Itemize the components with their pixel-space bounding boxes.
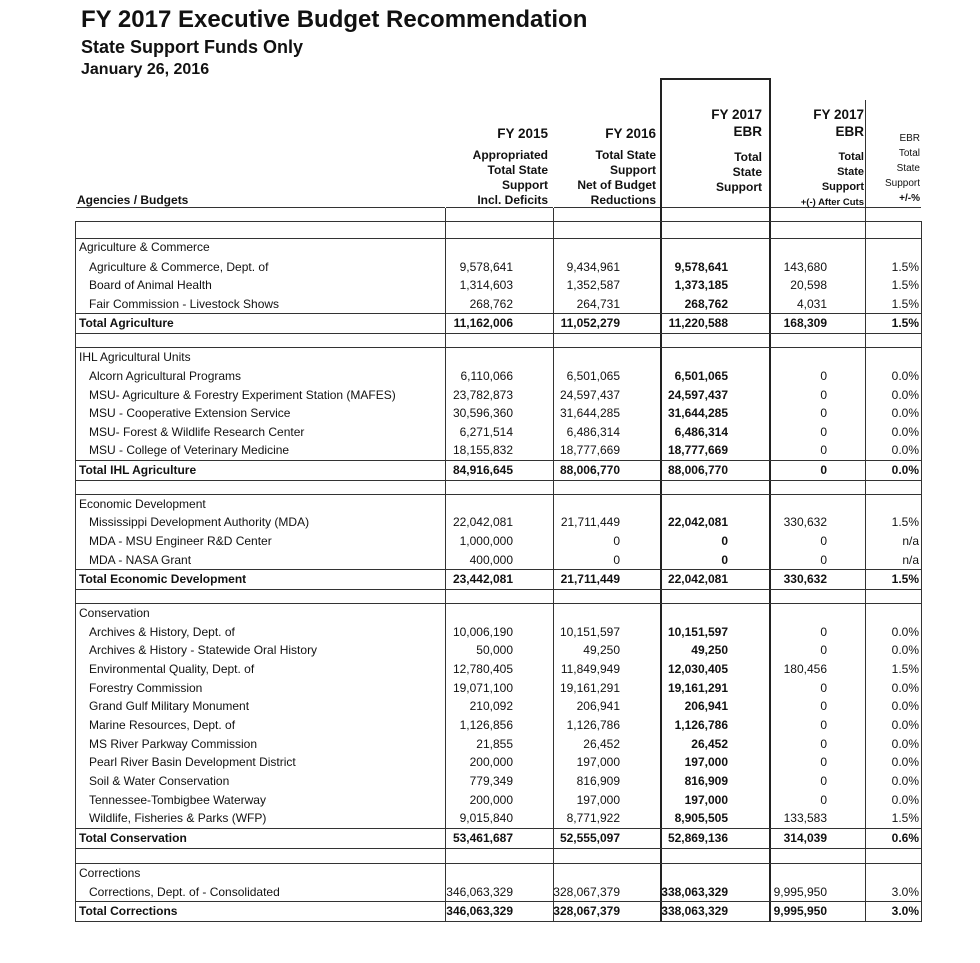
cell-fy2016: 11,849,949 — [560, 662, 620, 676]
cell-percent: 1.5% — [891, 811, 919, 825]
row-label: Total Economic Development — [79, 572, 247, 586]
cell-fy2015: 30,596,360 — [452, 406, 513, 420]
table-row — [75, 791, 922, 810]
row-label: Corrections, Dept. of - Consolidated — [89, 885, 280, 899]
cell-fy2017-ebr: 24,597,437 — [667, 388, 728, 402]
table-row — [75, 423, 922, 442]
cell-change: 0 — [820, 369, 827, 383]
col-header-line: State — [896, 163, 920, 174]
cell-percent: 0.0% — [891, 681, 919, 695]
cell-fy2015: 779,349 — [469, 774, 513, 788]
cell-change: 0 — [820, 718, 827, 732]
cell-fy2017-ebr: 52,869,136 — [667, 831, 728, 845]
row-label: MSU- Agriculture & Forestry Experiment Station (MAFES) — [89, 388, 396, 402]
cell-fy2017-ebr: 12,030,405 — [667, 662, 728, 676]
cell-percent: 3.0% — [891, 904, 919, 918]
cell-fy2017-ebr: 197,000 — [684, 793, 728, 807]
cell-fy2016: 11,052,279 — [560, 316, 620, 330]
cell-change: 0 — [820, 681, 827, 695]
col-header-year: FY 2017 — [711, 107, 762, 122]
header-underline — [662, 207, 769, 208]
cell-fy2015: 6,271,514 — [459, 425, 513, 439]
col-header-year: FY 2016 — [605, 126, 656, 141]
row-label: Board of Animal Health — [89, 278, 212, 292]
header-underline — [446, 207, 553, 208]
cell-fy2017-ebr: 31,644,285 — [667, 406, 728, 420]
fy2016-column-header — [546, 125, 656, 208]
row-label: Grand Gulf Military Monument — [89, 699, 250, 713]
cell-fy2016: 264,731 — [576, 297, 620, 311]
col-header-line: EBR — [899, 133, 920, 144]
row-label: Forestry Commission — [89, 681, 203, 695]
col-header-line: Total — [898, 148, 920, 159]
col-header-line: Support — [716, 180, 762, 194]
row-label: Corrections — [79, 866, 141, 880]
row-label: IHL Agricultural Units — [79, 350, 191, 364]
cell-fy2017-ebr: 1,373,185 — [674, 278, 728, 292]
cell-fy2016: 21,711,449 — [560, 572, 620, 586]
cell-percent: 0.0% — [891, 425, 919, 439]
cell-change: 0 — [820, 699, 827, 713]
row-label: Conservation — [79, 606, 150, 620]
cell-fy2017-ebr: 338,063,329 — [661, 885, 728, 899]
cell-percent: 0.0% — [891, 625, 919, 639]
total-row — [75, 828, 922, 849]
cell-change: 0 — [820, 443, 827, 457]
agencies-budgets-header: Agencies / Budgets — [77, 193, 189, 207]
row-label: Environmental Quality, Dept. of — [89, 662, 255, 676]
cell-change: 0 — [820, 406, 827, 420]
table-row — [75, 258, 922, 277]
total-row — [75, 901, 922, 922]
cell-fy2017-ebr: 816,909 — [684, 774, 728, 788]
cell-change: 0 — [820, 388, 827, 402]
cell-fy2017-ebr: 1,126,786 — [674, 718, 728, 732]
cell-fy2015: 23,442,081 — [452, 572, 513, 586]
row-label: Fair Commission - Livestock Shows — [89, 297, 280, 311]
ebr-column-border-top — [660, 78, 770, 80]
total-row — [75, 460, 922, 481]
table-row — [75, 883, 922, 902]
cell-percent: 0.0% — [891, 718, 919, 732]
cell-change: 0 — [820, 534, 827, 548]
cell-percent: n/a — [902, 534, 919, 548]
cell-change: 0 — [820, 625, 827, 639]
cell-change: 0 — [820, 463, 827, 477]
col-header-line: Total State — [487, 163, 548, 177]
header-underline — [866, 207, 921, 208]
cell-fy2015: 9,578,641 — [459, 260, 513, 274]
col-header-line: Incl. Deficits — [477, 193, 548, 207]
cell-fy2016: 8,771,922 — [566, 811, 620, 825]
cell-percent: 1.5% — [891, 572, 919, 586]
cell-percent: 0.0% — [891, 388, 919, 402]
table-row — [75, 295, 922, 314]
col-header-line: Net of Budget — [577, 178, 656, 192]
cell-change: 143,680 — [783, 260, 827, 274]
cell-fy2015: 84,916,645 — [452, 463, 513, 477]
table-row — [75, 660, 922, 679]
cell-change: 0 — [820, 643, 827, 657]
cell-fy2017-ebr: 338,063,329 — [661, 904, 728, 918]
cell-percent: 0.6% — [891, 831, 919, 845]
cell-percent: 0.0% — [891, 463, 919, 477]
table-row — [75, 276, 922, 295]
table-row — [75, 386, 922, 405]
row-label: Alcorn Agricultural Programs — [89, 369, 242, 383]
cell-fy2015: 346,063,329 — [446, 885, 513, 899]
cell-percent: 1.5% — [891, 662, 919, 676]
cell-fy2016: 52,555,097 — [559, 831, 620, 845]
cell-fy2017-ebr: 6,486,314 — [674, 425, 728, 439]
col-header-line: Reductions — [590, 193, 656, 207]
cell-fy2017-ebr: 49,250 — [691, 643, 728, 657]
cell-percent: 0.0% — [891, 369, 919, 383]
cell-fy2016: 206,941 — [576, 699, 620, 713]
report-date: January 26, 2016 — [81, 61, 210, 78]
table-top-border — [75, 221, 922, 222]
table-row — [75, 623, 922, 642]
fy2015-column-header — [438, 125, 548, 208]
col-header-line: State — [837, 166, 864, 178]
cell-change: 4,031 — [796, 297, 827, 311]
cell-fy2017-ebr: 10,151,597 — [667, 625, 728, 639]
cell-change: 330,632 — [783, 572, 827, 586]
row-label: MS River Parkway Commission — [89, 737, 258, 751]
cell-fy2017-ebr: 6,501,065 — [674, 369, 728, 383]
row-label: Agriculture & Commerce, Dept. of — [89, 260, 269, 274]
cell-fy2015: 53,461,687 — [452, 831, 513, 845]
cell-fy2017-ebr: 8,905,505 — [674, 811, 728, 825]
cell-percent: 0.0% — [891, 737, 919, 751]
cell-percent: 0.0% — [891, 699, 919, 713]
col-header-line: +(-) After Cuts — [800, 197, 864, 208]
cell-percent: 1.5% — [891, 297, 919, 311]
cell-change: 0 — [820, 755, 827, 769]
cell-percent: 0.0% — [891, 406, 919, 420]
row-label: Archives & History - Statewide Oral History — [89, 643, 318, 657]
cell-fy2017-ebr: 22,042,081 — [667, 515, 728, 529]
col-header-line: Total — [734, 150, 762, 164]
cell-fy2015: 10,006,190 — [452, 625, 513, 639]
cell-percent: 1.5% — [891, 278, 919, 292]
table-row — [75, 532, 922, 551]
cell-fy2015: 12,780,405 — [452, 662, 513, 676]
table-row — [75, 441, 922, 460]
table-row — [75, 735, 922, 754]
col-header-line: Support — [610, 163, 656, 177]
cell-fy2017-ebr: 26,452 — [691, 737, 728, 751]
row-label: MDA - NASA Grant — [89, 553, 192, 567]
cell-fy2017-ebr: 197,000 — [684, 755, 728, 769]
table-row — [75, 551, 922, 570]
row-label: Pearl River Basin Development District — [89, 755, 296, 769]
cell-fy2016: 88,006,770 — [559, 463, 620, 477]
cell-fy2015: 346,063,329 — [446, 904, 513, 918]
cell-fy2015: 11,162,006 — [453, 316, 513, 330]
table-row — [75, 809, 922, 828]
cell-fy2015: 200,000 — [469, 755, 513, 769]
cell-fy2016: 328,067,379 — [553, 904, 620, 918]
fy2017-ebr-change-column-header — [764, 106, 864, 210]
section-heading — [75, 495, 922, 514]
cell-fy2016: 24,597,437 — [559, 388, 620, 402]
row-label: MSU - College of Veterinary Medicine — [89, 443, 290, 457]
cell-fy2015: 1,314,603 — [459, 278, 513, 292]
cell-fy2016: 21,711,449 — [560, 515, 620, 529]
cell-change: 20,598 — [790, 278, 827, 292]
col-header-line: Total — [838, 151, 864, 163]
cell-fy2016: 0 — [613, 534, 620, 548]
cell-fy2017-ebr: 206,941 — [684, 699, 728, 713]
cell-change: 0 — [820, 793, 827, 807]
cell-change: 168,309 — [783, 316, 827, 330]
table-row — [75, 641, 922, 660]
cell-percent: 0.0% — [891, 755, 919, 769]
cell-fy2015: 22,042,081 — [452, 515, 513, 529]
cell-change: 9,995,950 — [773, 904, 827, 918]
cell-percent: 1.5% — [891, 515, 919, 529]
cell-change: 0 — [820, 737, 827, 751]
section-heading — [75, 348, 922, 367]
col-header-line: State — [732, 165, 762, 179]
cell-change: 9,995,950 — [773, 885, 827, 899]
cell-change: 0 — [820, 774, 827, 788]
col-header-ebr: EBR — [733, 124, 762, 139]
col-header-line: Appropriated — [472, 148, 548, 162]
cell-fy2016: 10,151,597 — [559, 625, 620, 639]
col-header-line: Support — [884, 178, 920, 189]
row-label: Total Conservation — [79, 831, 187, 845]
cell-fy2017-ebr: 22,042,081 — [667, 572, 728, 586]
cell-fy2015: 19,071,100 — [452, 681, 513, 695]
cell-fy2017-ebr: 19,161,291 — [667, 681, 728, 695]
cell-fy2015: 400,000 — [469, 553, 513, 567]
cell-fy2016: 49,250 — [583, 643, 620, 657]
cell-fy2016: 6,486,314 — [566, 425, 620, 439]
ebr-percent-column-header — [866, 131, 920, 206]
cell-fy2016: 816,909 — [576, 774, 620, 788]
cell-fy2016: 9,434,961 — [566, 260, 620, 274]
row-label: Mississippi Development Authority (MDA) — [89, 515, 310, 529]
cell-percent: 1.5% — [891, 316, 919, 330]
col-header-year: FY 2017 — [813, 107, 864, 122]
cell-fy2015: 21,855 — [476, 737, 513, 751]
cell-fy2015: 50,000 — [476, 643, 513, 657]
cell-change: 330,632 — [783, 515, 827, 529]
cell-fy2016: 328,067,379 — [553, 885, 620, 899]
cell-percent: n/a — [902, 553, 919, 567]
cell-percent: 0.0% — [891, 643, 919, 657]
cell-change: 314,039 — [783, 831, 827, 845]
cell-fy2017-ebr: 9,578,641 — [674, 260, 728, 274]
cell-fy2016: 6,501,065 — [566, 369, 620, 383]
cell-fy2016: 18,777,669 — [559, 443, 620, 457]
cell-fy2015: 9,015,840 — [459, 811, 513, 825]
cell-fy2015: 23,782,873 — [452, 388, 513, 402]
col-header-line: Support — [821, 181, 864, 193]
cell-fy2017-ebr: 88,006,770 — [667, 463, 728, 477]
cell-percent: 0.0% — [891, 443, 919, 457]
table-row — [75, 753, 922, 772]
cell-fy2015: 1,126,856 — [459, 718, 513, 732]
row-label: Tennessee-Tombigbee Waterway — [89, 793, 266, 807]
cell-change: 133,583 — [783, 811, 827, 825]
col-header-line: Support — [502, 178, 548, 192]
col-header-line: Total State — [595, 148, 656, 162]
cell-change: 0 — [820, 553, 827, 567]
page-subtitle: State Support Funds Only — [81, 37, 304, 57]
section-heading — [75, 238, 922, 257]
fy2017-ebr-column-header — [662, 106, 762, 195]
cell-fy2017-ebr: 0 — [721, 553, 728, 567]
cell-fy2015: 210,092 — [469, 699, 513, 713]
cell-fy2017-ebr: 11,220,588 — [668, 316, 728, 330]
section-heading — [75, 864, 922, 883]
row-label: Marine Resources, Dept. of — [89, 718, 236, 732]
row-label: MSU- Forest & Wildlife Research Center — [89, 425, 305, 439]
table-row — [75, 697, 922, 716]
row-label: MSU - Cooperative Extension Service — [89, 406, 291, 420]
row-label: Total Agriculture — [79, 316, 174, 330]
col-header-line: +/-% — [899, 193, 920, 204]
cell-change: 0 — [820, 425, 827, 439]
row-label: Archives & History, Dept. of — [89, 625, 235, 639]
cell-fy2017-ebr: 18,777,669 — [667, 443, 728, 457]
cell-fy2015: 1,000,000 — [459, 534, 513, 548]
cell-fy2015: 18,155,832 — [452, 443, 513, 457]
header-underline — [771, 207, 865, 208]
row-label: Wildlife, Fisheries & Parks (WFP) — [89, 811, 267, 825]
row-label: Soil & Water Conservation — [89, 774, 230, 788]
cell-fy2015: 268,762 — [469, 297, 513, 311]
table-row — [75, 513, 922, 532]
cell-change: 180,456 — [783, 662, 827, 676]
cell-fy2016: 1,352,587 — [566, 278, 620, 292]
page-title: FY 2017 Executive Budget Recommendation — [81, 6, 588, 33]
cell-fy2016: 197,000 — [576, 793, 620, 807]
col-header-year: FY 2015 — [497, 126, 548, 141]
total-row — [75, 313, 922, 334]
cell-percent: 0.0% — [891, 774, 919, 788]
table-row — [75, 404, 922, 423]
cell-percent: 3.0% — [891, 885, 919, 899]
total-row — [75, 569, 922, 590]
section-heading — [75, 604, 922, 623]
cell-fy2016: 26,452 — [583, 737, 620, 751]
cell-fy2017-ebr: 268,762 — [684, 297, 728, 311]
cell-fy2015: 6,110,066 — [460, 369, 513, 383]
cell-fy2016: 19,161,291 — [559, 681, 620, 695]
row-label: Economic Development — [79, 497, 206, 511]
row-label: Agriculture & Commerce — [79, 240, 210, 254]
cell-fy2016: 1,126,786 — [566, 718, 620, 732]
cell-fy2017-ebr: 0 — [721, 534, 728, 548]
table-row — [75, 716, 922, 735]
cell-percent: 0.0% — [891, 793, 919, 807]
cell-fy2016: 197,000 — [576, 755, 620, 769]
cell-fy2016: 0 — [613, 553, 620, 567]
table-row — [75, 679, 922, 698]
col-header-ebr: EBR — [835, 124, 864, 139]
header-underline — [76, 207, 445, 208]
cell-percent: 1.5% — [891, 260, 919, 274]
cell-fy2015: 200,000 — [469, 793, 513, 807]
cell-fy2016: 31,644,285 — [559, 406, 620, 420]
row-label: Total IHL Agriculture — [79, 463, 197, 477]
table-row — [75, 367, 922, 386]
table-row — [75, 772, 922, 791]
row-label: MDA - MSU Engineer R&D Center — [89, 534, 272, 548]
row-label: Total Corrections — [79, 904, 178, 918]
header-underline — [554, 207, 660, 208]
